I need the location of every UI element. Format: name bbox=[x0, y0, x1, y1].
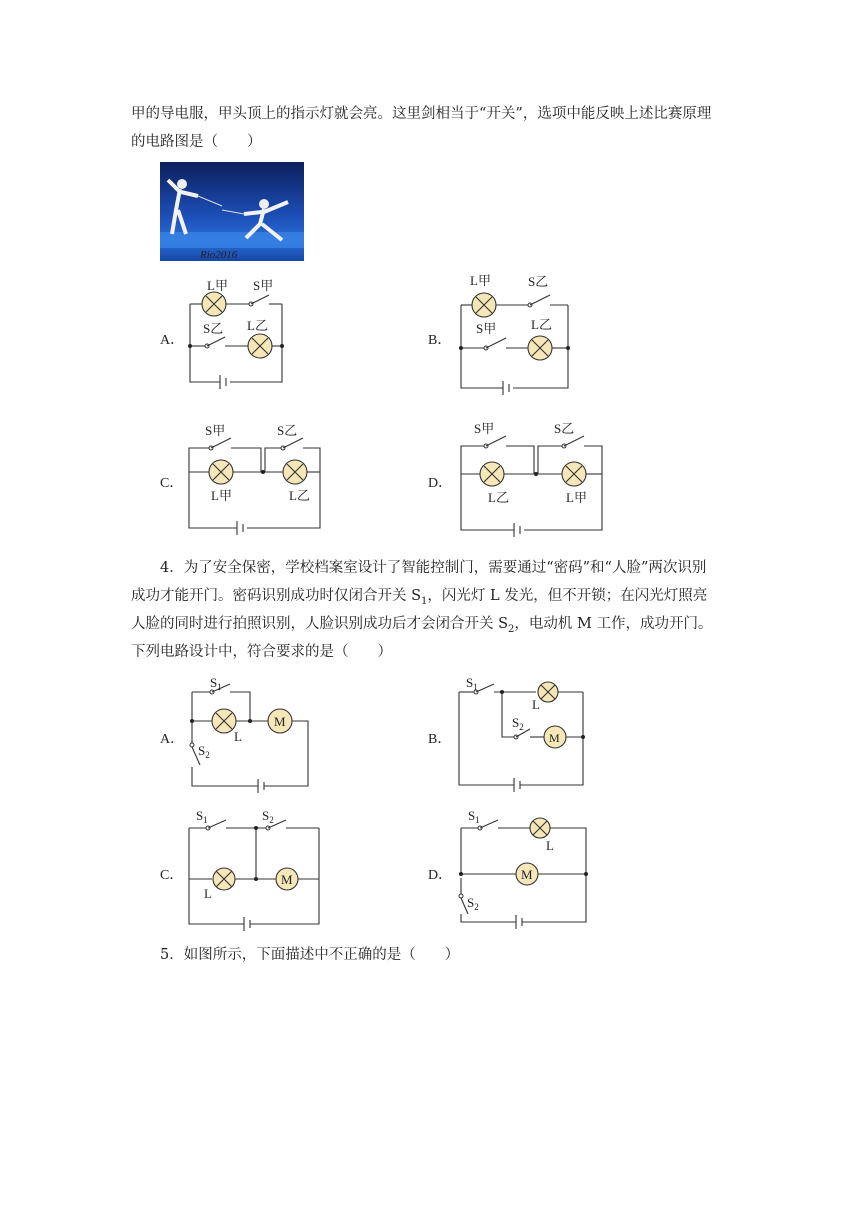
svg-text:L乙: L乙 bbox=[531, 317, 552, 332]
q4-text-line2: 成功才能开门。密码识别成功时仅闭合开关 $S_1$，闪光灯 L 发光，但不开锁；在闪光灯照亮 bbox=[131, 588, 708, 607]
q4-text-line3: 人脸的同时进行拍照识别，人脸识别成功后才会闭合开关 $S_2$，电动机 M 工作，成功开门。 bbox=[131, 616, 713, 635]
photo-caption: Rio2016 bbox=[200, 249, 238, 261]
svg-text:S乙: S乙 bbox=[528, 274, 549, 289]
svg-text:L乙: L乙 bbox=[488, 490, 509, 505]
svg-text:S甲: S甲 bbox=[476, 321, 497, 336]
q4-circuit-d bbox=[456, 808, 596, 928]
svg-text:L甲: L甲 bbox=[211, 488, 232, 503]
svg-text:M: M bbox=[549, 731, 560, 745]
svg-text:S甲: S甲 bbox=[474, 421, 495, 436]
q4-text-line4: 下列电路设计中，符合要求的是（ ） bbox=[131, 644, 392, 660]
svg-text:S1: $S_1$ bbox=[210, 675, 222, 692]
svg-text:L: L bbox=[234, 729, 242, 744]
svg-text:S乙: S乙 bbox=[277, 423, 298, 438]
q4-option-a-label[interactable]: A． bbox=[160, 732, 185, 747]
label-lamp-top: L甲 bbox=[207, 278, 228, 293]
q5-text-line1: 5．如图所示，下面描述中不正确的是（ ） bbox=[160, 947, 460, 963]
q4-circuit-c bbox=[186, 808, 326, 928]
q3-option-d-label[interactable]: D． bbox=[428, 476, 453, 491]
q3-circuit-c bbox=[185, 420, 325, 540]
svg-text:S2: $S_2$ bbox=[467, 895, 479, 912]
label-lamp-bottom: L乙 bbox=[247, 318, 268, 333]
svg-text:S2: $S_2$ bbox=[512, 715, 524, 732]
svg-text:S乙: S乙 bbox=[554, 421, 575, 436]
svg-text:L: L bbox=[204, 886, 212, 901]
q3-text-line2: 的电路图是（ ） bbox=[131, 134, 262, 150]
q3-circuit-a bbox=[185, 278, 305, 388]
q4-text-line1: 4．为了安全保密，学校档案室设计了智能控制门，需要通过“密码”和“人脸”两次识别 bbox=[160, 560, 707, 576]
svg-text:L甲: L甲 bbox=[566, 490, 587, 505]
q4-circuit-b bbox=[456, 675, 596, 795]
svg-text:M: M bbox=[521, 867, 533, 882]
svg-text:L甲: L甲 bbox=[470, 273, 491, 288]
svg-text:S2: $S_2$ bbox=[198, 743, 210, 760]
svg-text:S1: $S_1$ bbox=[196, 808, 208, 825]
q3-option-a-label[interactable]: A． bbox=[160, 333, 185, 348]
svg-text:L: L bbox=[532, 697, 540, 712]
label-switch-bottom: S乙 bbox=[203, 321, 224, 336]
svg-text:S1: $S_1$ bbox=[468, 808, 480, 825]
svg-text:M: M bbox=[274, 714, 286, 729]
svg-text:L乙: L乙 bbox=[289, 488, 310, 503]
fencing-photo bbox=[160, 162, 304, 261]
q3-option-c-label[interactable]: C． bbox=[160, 476, 184, 491]
svg-text:L: L bbox=[546, 838, 554, 853]
q4-option-c-label[interactable]: C． bbox=[160, 868, 184, 883]
label-switch-top: S甲 bbox=[253, 278, 274, 293]
svg-text:S2: $S_2$ bbox=[262, 808, 274, 825]
q4-option-d-label[interactable]: D． bbox=[428, 868, 453, 883]
svg-text:S1: $S_1$ bbox=[466, 675, 478, 692]
svg-text:M: M bbox=[281, 872, 293, 887]
q3-text-line1: 甲的导电服，甲头顶上的指示灯就会亮。这里剑相当于“开关”，选项中能反映上述比赛原理 bbox=[131, 106, 712, 122]
q3-option-b-label[interactable]: B． bbox=[428, 333, 452, 348]
q3-circuit-d bbox=[458, 420, 608, 540]
q4-option-b-label[interactable]: B． bbox=[428, 732, 452, 747]
svg-text:S甲: S甲 bbox=[205, 423, 226, 438]
q3-circuit-b bbox=[458, 270, 578, 390]
q4-circuit-a bbox=[186, 675, 316, 795]
